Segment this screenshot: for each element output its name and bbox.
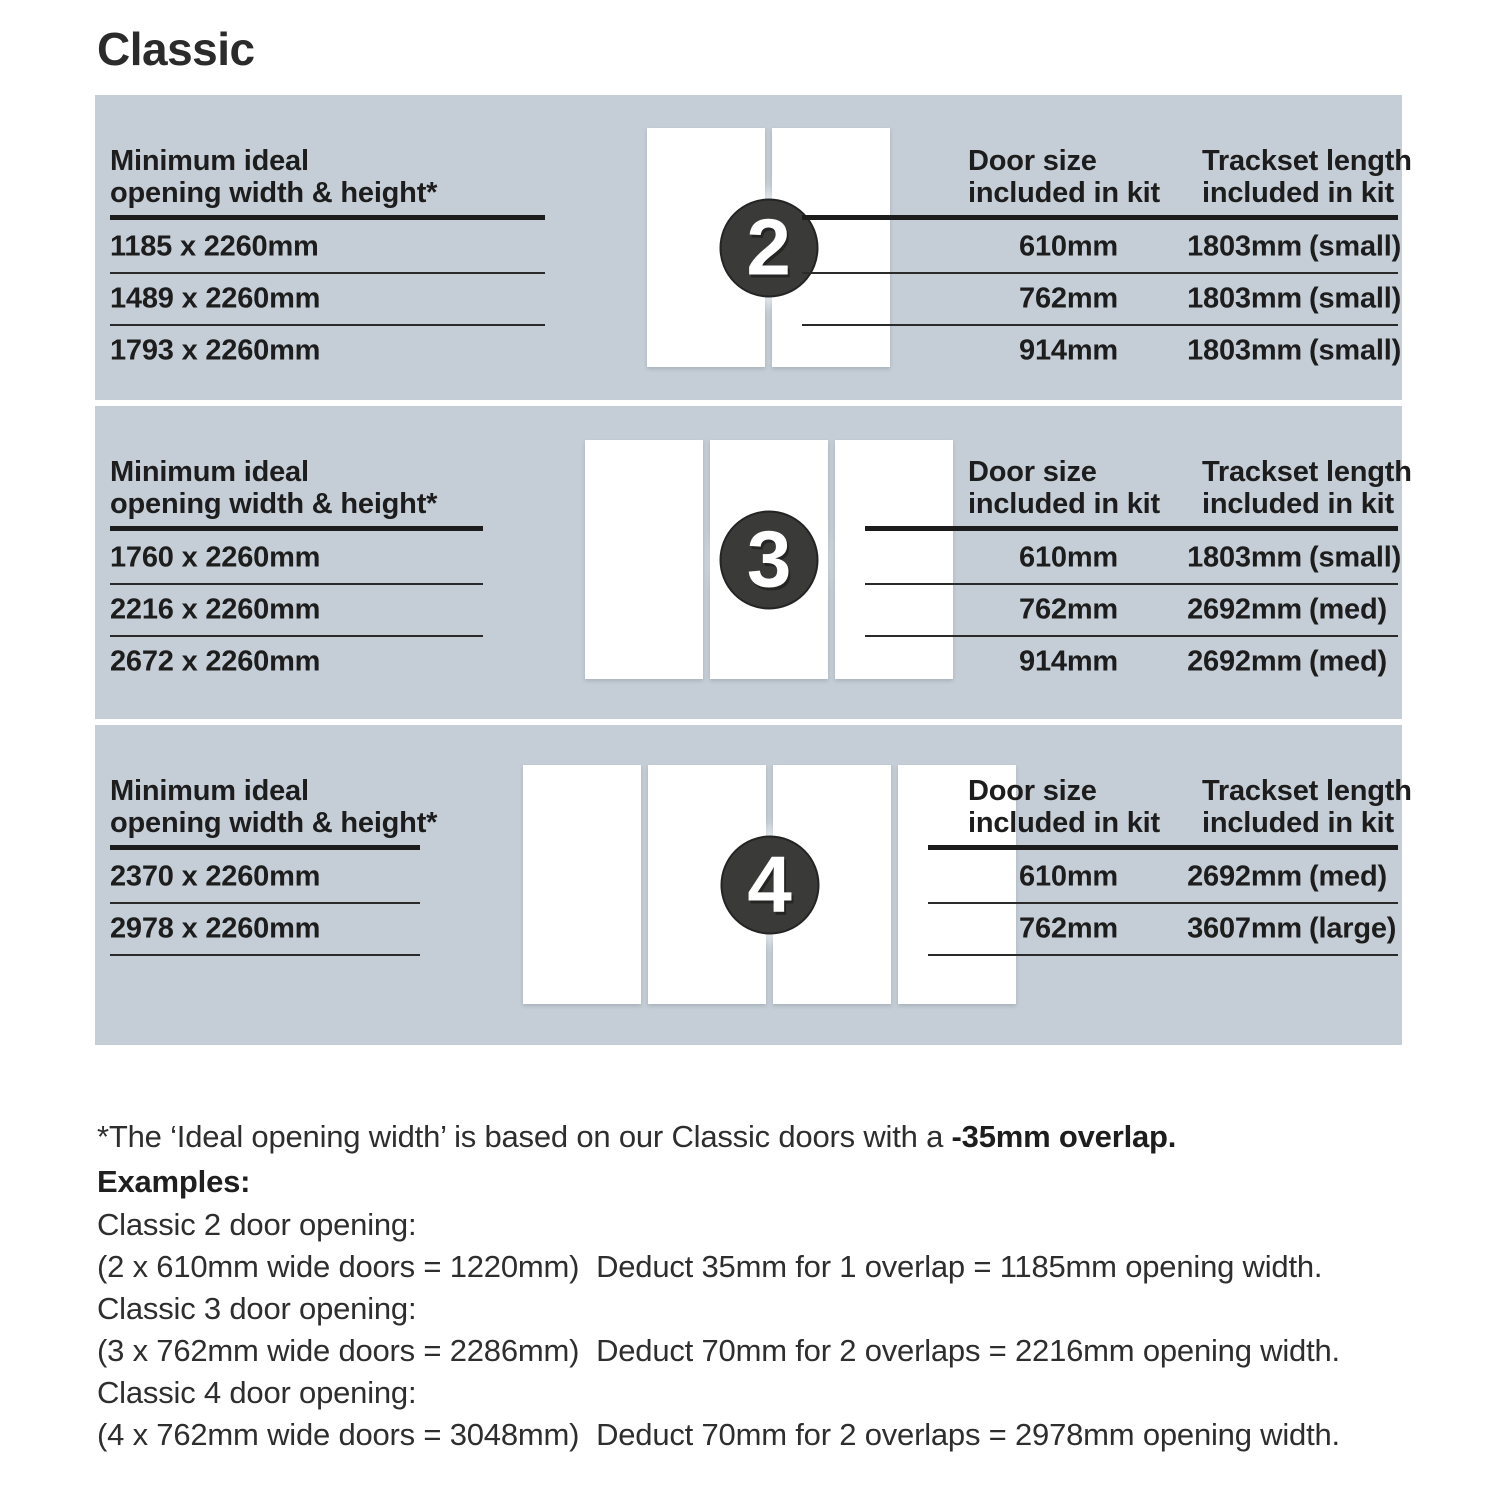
examples-heading: Examples:	[97, 1164, 251, 1199]
kit-size-table-3door	[865, 448, 1412, 687]
example-item	[97, 1204, 1340, 1288]
table-row	[110, 326, 545, 376]
opening-header-line2: opening width & height*	[110, 807, 438, 839]
table-row	[110, 852, 420, 904]
kit-size-table-2door	[802, 137, 1412, 376]
opening-size-value: 1185 x 2260mm	[110, 230, 319, 263]
opening-size-value: 2672 x 2260mm	[110, 645, 321, 678]
door-size-value: 914mm	[1019, 645, 1118, 678]
door-count-badge	[720, 835, 819, 934]
table-row	[865, 533, 1402, 585]
opening-size-value: 1489 x 2260mm	[110, 282, 321, 315]
door-size-header-line2: included in kit	[968, 488, 1160, 520]
trackset-header-line2: included in kit	[1202, 488, 1394, 520]
trackset-size-label: (med)	[1309, 860, 1387, 893]
opening-size-header	[110, 137, 545, 220]
example-detail: (4 x 762mm wide doors = 3048mm) Deduct 70mm for 2 overlaps = 2978mm opening width.	[97, 1417, 1340, 1452]
opening-size-table-4door	[110, 767, 438, 956]
table-row	[865, 585, 1398, 637]
table-row	[110, 222, 545, 274]
door-size-header-line2: included in kit	[968, 807, 1160, 839]
table-row	[802, 222, 1402, 274]
door-size-header-line1: Door size	[968, 775, 1097, 807]
opening-header-line1: Minimum ideal	[110, 145, 309, 177]
footnote	[97, 1119, 1176, 1155]
trackset-header-line1: Trackset length	[1202, 775, 1412, 807]
door-size-header-line1: Door size	[968, 456, 1097, 488]
opening-size-table-2door	[110, 137, 545, 376]
examples-section	[97, 1160, 1340, 1456]
trackset-length-value: 3607mm (large)	[1187, 912, 1397, 945]
door-count: 3	[746, 514, 792, 604]
door-panel	[585, 440, 703, 679]
door-size-value: 610mm	[1019, 230, 1118, 263]
opening-header-line1: Minimum ideal	[110, 456, 309, 488]
door-size-value: 914mm	[1019, 334, 1118, 367]
opening-size-value: 2370 x 2260mm	[110, 860, 321, 893]
panel-4-door	[95, 725, 1412, 1045]
opening-size-table-3door	[110, 448, 483, 687]
opening-size-header	[110, 448, 483, 531]
trackset-header-line2: included in kit	[1202, 177, 1394, 209]
panel-2-door	[95, 95, 1412, 400]
trackset-header-line1: Trackset length	[1202, 456, 1412, 488]
table-row	[110, 533, 483, 585]
door-size-header-line1: Door size	[968, 145, 1097, 177]
footnote-bold-text: -35mm overlap.	[951, 1119, 1177, 1154]
trackset-length-value: 2692mm (med)	[1187, 645, 1387, 678]
door-count-badge	[720, 510, 819, 609]
page-title: Classic	[97, 23, 255, 75]
example-item	[97, 1288, 1340, 1372]
trackset-size-label: (med)	[1309, 593, 1387, 626]
trackset-length-value: 1803mm (small)	[1187, 230, 1402, 263]
trackset-size-label: (small)	[1309, 541, 1402, 574]
table-row	[110, 637, 483, 687]
kit-size-header	[928, 767, 1412, 850]
door-count: 2	[746, 202, 791, 292]
table-row	[865, 637, 1398, 687]
example-label: Classic 3 door opening:	[97, 1291, 417, 1326]
example-detail: (2 x 610mm wide doors = 1220mm) Deduct 35mm for 1 overlap = 1185mm opening width.	[97, 1249, 1323, 1284]
panel-3-door	[95, 406, 1412, 719]
door-size-value: 762mm	[1019, 912, 1118, 945]
opening-size-header	[110, 767, 438, 850]
opening-size-value: 1760 x 2260mm	[110, 541, 321, 574]
door-size-value: 762mm	[1019, 593, 1118, 626]
example-item	[97, 1372, 1340, 1456]
opening-header-line2: opening width & height*	[110, 177, 438, 209]
kit-size-header	[802, 137, 1412, 220]
table-row	[928, 852, 1398, 904]
opening-size-value: 1793 x 2260mm	[110, 334, 321, 367]
door-size-value: 610mm	[1019, 860, 1118, 893]
opening-size-value: 2978 x 2260mm	[110, 912, 321, 945]
door-size-value: 610mm	[1019, 541, 1118, 574]
footnote-text: *The ‘Ideal opening width’ is based on our Classic doors with a	[97, 1119, 952, 1154]
table-row	[110, 274, 545, 326]
table-row	[802, 274, 1402, 326]
trackset-length-value: 2692mm (med)	[1187, 860, 1387, 893]
kit-size-table-4door	[928, 767, 1412, 956]
table-row	[802, 326, 1402, 376]
example-label: Classic 2 door opening:	[97, 1207, 417, 1242]
opening-size-value: 2216 x 2260mm	[110, 593, 321, 626]
table-row	[928, 904, 1398, 956]
door-count: 4	[747, 839, 792, 929]
trackset-size-label: (small)	[1309, 334, 1402, 367]
trackset-length-value: 1803mm (small)	[1187, 334, 1402, 367]
trackset-size-label: (med)	[1309, 645, 1387, 678]
door-size-value: 762mm	[1019, 282, 1118, 315]
trackset-header-line2: included in kit	[1202, 807, 1394, 839]
opening-header-line1: Minimum ideal	[110, 775, 309, 807]
trackset-length-value: 1803mm (small)	[1187, 541, 1402, 574]
trackset-size-label: (large)	[1309, 912, 1397, 945]
trackset-size-label: (small)	[1309, 282, 1402, 315]
door-panel	[523, 765, 641, 1004]
kit-size-header	[865, 448, 1412, 531]
example-detail: (3 x 762mm wide doors = 2286mm) Deduct 70mm for 2 overlaps = 2216mm opening width.	[97, 1333, 1340, 1368]
trackset-length-value: 2692mm (med)	[1187, 593, 1387, 626]
trackset-size-label: (small)	[1309, 230, 1402, 263]
door-size-header-line2: included in kit	[968, 177, 1160, 209]
example-label: Classic 4 door opening:	[97, 1375, 417, 1410]
table-row	[110, 585, 483, 637]
table-row	[110, 904, 420, 956]
trackset-header-line1: Trackset length	[1202, 145, 1412, 177]
opening-header-line2: opening width & height*	[110, 488, 438, 520]
trackset-length-value: 1803mm (small)	[1187, 282, 1402, 315]
